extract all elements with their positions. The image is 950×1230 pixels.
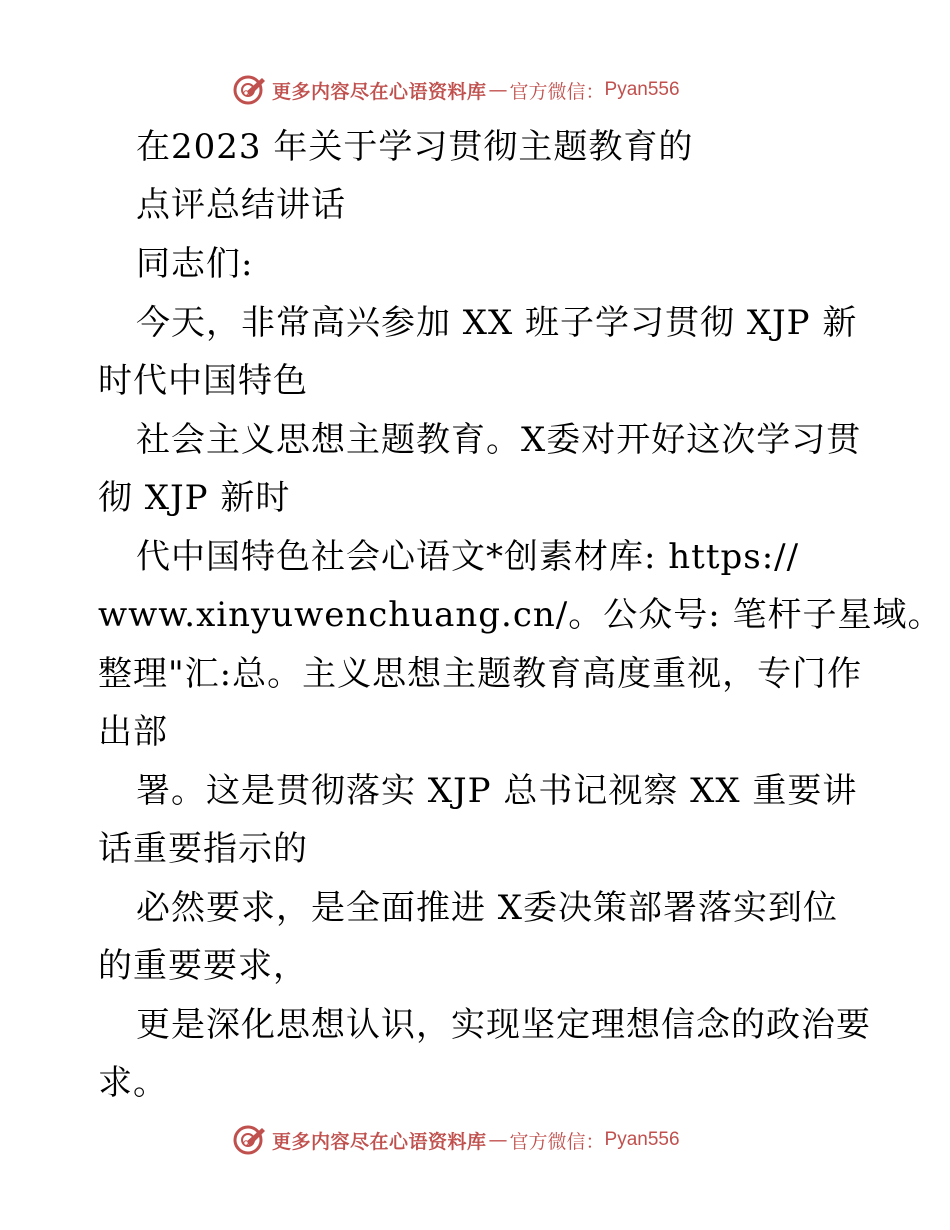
doc-line: 署。这是贯彻落实 XJP 总书记视察 XX 重要讲: [136, 771, 858, 811]
footer-banner: [232, 1120, 680, 1160]
doc-line: 代中国特色社会心语文*创素材库: https://: [136, 537, 800, 577]
doc-line: 出部: [98, 712, 168, 752]
banner-wechat-id: Pyan556: [604, 1129, 680, 1150]
doc-line: 今天，非常高兴参加 XX 班子学习贯彻 XJP 新: [136, 303, 858, 343]
banner-wechat-label: 官方微信：: [509, 1130, 605, 1153]
doc-line: 求。: [98, 1063, 168, 1103]
banner-main-text: 更多内容尽在心语资料库: [272, 1130, 487, 1153]
pen-logo-icon: [232, 1122, 268, 1158]
doc-line: 必然要求，是全面推进 X委决策部署落实到位: [136, 888, 839, 928]
doc-line-title-2: 点评总结讲话: [136, 185, 346, 225]
doc-line: 整理"汇:总。主义思想主题教育高度重视，专门作: [98, 654, 863, 694]
banner-separator: —: [488, 79, 508, 101]
doc-line: www.xinyuwenchuang.cn/。公众号: 笔杆子星域。: [98, 595, 943, 635]
doc-line-title-1: 在2023 年关于学习贯彻主题教育的: [136, 127, 694, 167]
doc-line: 更是深化思想认识，实现坚定理想信念的政治要: [136, 1005, 871, 1045]
header-banner: [232, 70, 680, 110]
banner-wechat-label: 官方微信：: [509, 80, 605, 103]
doc-line: 社会主义思想主题教育。X委对开好这次学习贯: [136, 420, 862, 460]
pen-logo-icon: [232, 72, 268, 108]
banner-main-text: 更多内容尽在心语资料库: [272, 80, 487, 103]
banner-wechat-id: Pyan556: [604, 79, 680, 100]
doc-line: 话重要指示的: [98, 829, 308, 869]
doc-line-salutation: 同志们:: [136, 244, 254, 284]
doc-line: 彻 XJP 新时: [98, 478, 291, 518]
doc-line: 时代中国特色: [98, 361, 308, 401]
doc-line: 的重要要求，: [98, 946, 308, 986]
banner-separator: —: [488, 1129, 508, 1151]
